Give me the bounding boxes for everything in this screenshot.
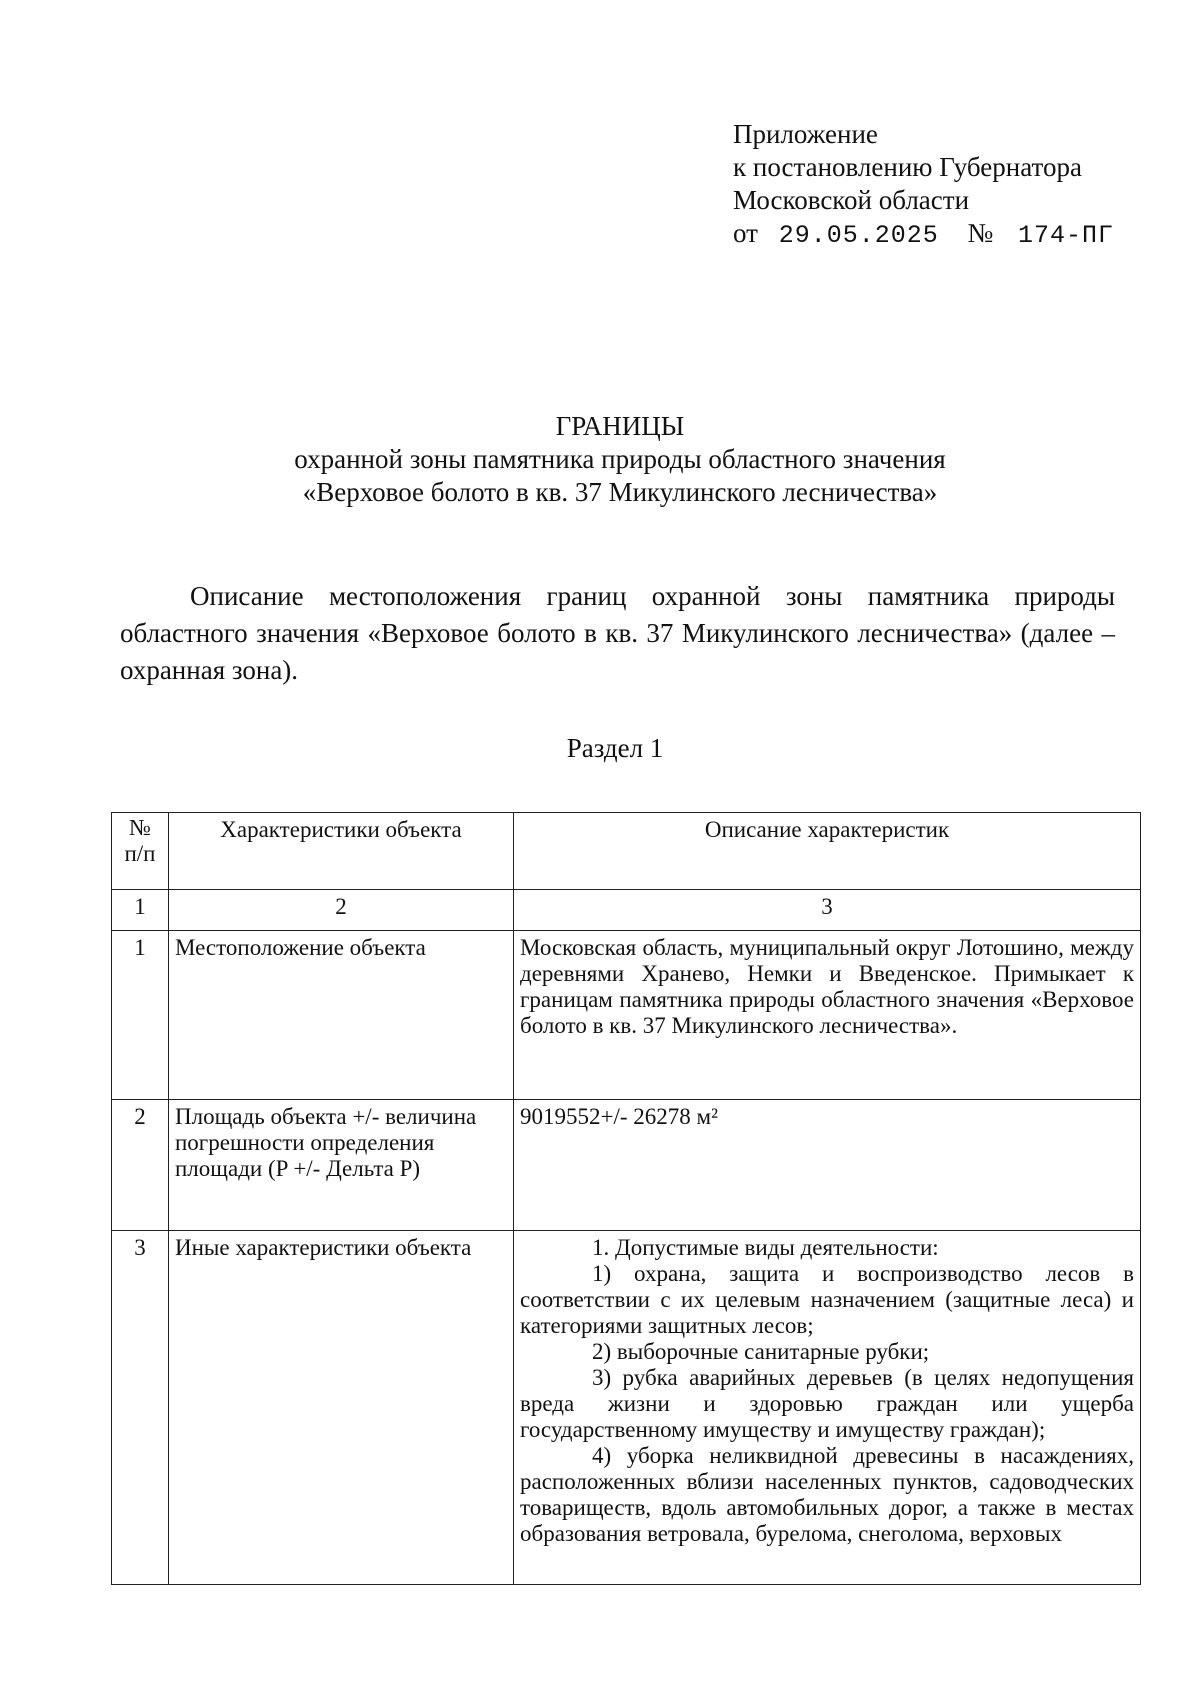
table-row [112, 931, 1141, 1100]
description-item: 1. Допустимые виды деятельности: [592, 1235, 939, 1260]
section-heading: Раздел 1 [566, 733, 664, 763]
appendix-label: Приложение [733, 119, 878, 149]
title-heading: ГРАНИЦЫ [555, 411, 685, 441]
intro-paragraph: Описание местоположения границ охранной зоны памятника природы областного значения «Верховое болото в кв. 37 Микулинского лесничества» (далее – охранная зона). [120, 581, 1115, 685]
header-number: № п/п [112, 813, 169, 890]
appendix-number: 174-ПГ [1018, 221, 1115, 250]
appendix-number-sign: № [967, 218, 994, 248]
row-number: 1 [112, 931, 169, 1100]
characteristics-table [111, 812, 1141, 1585]
table-header-row [112, 813, 1141, 890]
row-description: 9019552+/- 26278 м² [514, 1100, 1141, 1231]
row-name: Иные характеристики объекта [169, 1231, 514, 1585]
description-item: 1) охрана, защита и воспроизводство лесов в соответствии с их целевым назначением (защитные леса) и категориями защитных лесов; [520, 1261, 1134, 1338]
appendix-resolution: к постановлению Губернатора [733, 152, 1082, 182]
description-item: 2) выборочные санитарные рубки; [592, 1339, 930, 1364]
description-item: 4) уборка неликвидной древесины в насаждениях, расположенных вблизи населенных пунктов, садоводческих товариществ, вдоль автомобильных дорог, а также в местах образования ветровала, бурелома, снеголома, верховых [520, 1443, 1134, 1546]
table-index-row [112, 890, 1141, 931]
appendix-date: 29.05.2025 [778, 221, 939, 250]
table-row [112, 1231, 1141, 1585]
appendix-region: Московской области [733, 185, 970, 215]
appendix-block [733, 118, 1114, 252]
row-name: Местоположение объекта [169, 931, 514, 1100]
row-description: Московская область, муниципальный округ Лотошино, между деревнями Хранево, Немки и Введенское. Примыкает к границам памятника природы областного значения «Верховое болото в кв. 37 Микулинского лесничества». [514, 931, 1141, 1100]
header-description: Описание характеристик [514, 813, 1141, 890]
row-number: 3 [112, 1231, 169, 1585]
row-number: 2 [112, 1100, 169, 1231]
row-name: Площадь объекта +/- величина погрешности определения площади (P +/- Дельта P) [169, 1100, 514, 1231]
appendix-from-label: от [733, 218, 758, 248]
table-row [112, 1100, 1141, 1231]
document-title [0, 410, 1200, 509]
title-line-2: охранной зоны памятника природы областного значения [294, 444, 946, 474]
appendix-date-line [733, 217, 1114, 252]
title-line-3: «Верховое болото в кв. 37 Микулинского лесничества» [302, 477, 938, 507]
index-cell-1: 1 [112, 890, 169, 931]
index-cell-3: 3 [514, 890, 1141, 931]
description-item: 3) рубка аварийных деревьев (в целях недопущения вреда жизни и здоровью граждан или ущерба государственному имуществу и имуществу граждан); [520, 1365, 1134, 1442]
row-description [514, 1231, 1141, 1585]
index-cell-2: 2 [169, 890, 514, 931]
header-characteristics: Характеристики объекта [169, 813, 514, 890]
